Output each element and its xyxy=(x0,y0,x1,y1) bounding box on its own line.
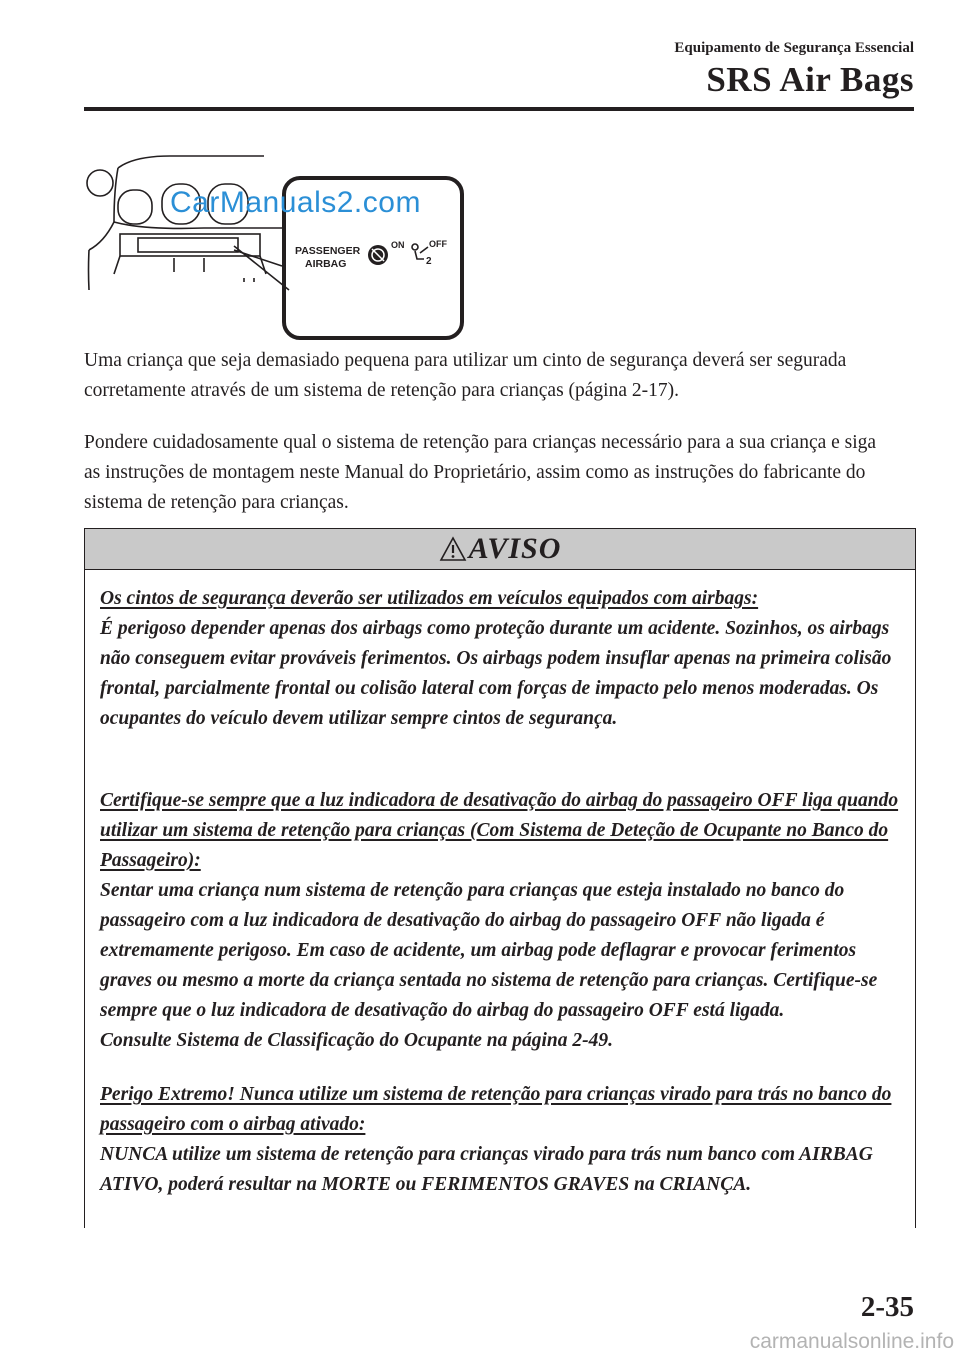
airbag-indicator-illustration xyxy=(84,150,474,350)
warning-item xyxy=(100,786,901,1056)
header-rule xyxy=(84,107,914,111)
watermark-text: CarManuals2.com xyxy=(170,186,421,219)
warning-heading: Perigo Extremo! Nunca utilize um sistema de retenção para crianças virado para trás no banco do passageiro com o airbag ativado: xyxy=(100,1084,892,1135)
page-title: SRS Air Bags xyxy=(706,60,914,99)
warning-heading: Certifique-se sempre que a luz indicadora de desativação do airbag do passageiro OFF liga quando utilizar um sistema de retenção para crianças (Com Sistema de Deteção de Ocupante no Banco do Passageiro): xyxy=(100,790,899,871)
footer-watermark: carmanualsonline.info xyxy=(749,1330,954,1353)
warning-item xyxy=(100,1080,901,1200)
warning-item xyxy=(100,584,901,734)
instruction-paragraph: Pondere cuidadosamente qual o sistema de retenção para crianças necessário para a sua criança e siga as instruções de montagem neste Manual do Proprietário, assim como as instruções do fabricante do sistema de retenção para crianças. xyxy=(84,432,877,513)
page-number: 2-35 xyxy=(860,1291,914,1323)
warning-box xyxy=(84,528,916,1228)
warning-heading: Os cintos de segurança deverão ser utilizados em veículos equipados com airbags: xyxy=(100,588,759,609)
airbag-off-icon xyxy=(368,245,388,265)
dashboard-drawing xyxy=(87,156,462,338)
warning-header xyxy=(85,528,915,570)
intro-paragraph: Uma criança que seja demasiado pequena para utilizar um cinto de segurança deverá ser segurada corretamente através de um sistema de retenção para crianças (página 2-17). xyxy=(84,350,847,401)
warning-triangle-icon xyxy=(439,536,467,562)
section-header: Equipamento de Segurança Essencial xyxy=(674,40,914,56)
warning-text: Sentar uma criança num sistema de retenção para crianças que esteja instalado no banco do passageiro com a luz indicadora de desativação do airbag do passageiro OFF não ligada é extremamente perigoso. Em caso de acidente, um airbag pode deflagrar e provocar ferimentos graves ou mesmo a morte da criança sentada no sistema de retenção para crianças. Certifique-se sempre que o luz indicadora de desativação do airbag do passageiro OFF está ligada. xyxy=(100,880,878,1021)
warning-reference: Consulte Sistema de Classificação do Ocupante na página 2-49. xyxy=(100,1030,613,1051)
on-label: ON xyxy=(391,240,405,250)
off-label: OFF xyxy=(429,239,447,249)
seat-number-label: 2 xyxy=(426,256,432,267)
warning-text: É perigoso depender apenas dos airbags como proteção durante um acidente. Sozinhos, os airbags não conseguem evitar prováveis ferimentos. Os airbags podem insuflar apenas na primeira colisão frontal, parcialmente frontal ou colisão lateral com forças de impacto pelo menos moderadas. Os ocupantes do veículo devem utilizar sempre cintos de segurança. xyxy=(100,618,892,729)
warning-title: AVISO xyxy=(468,532,562,565)
passenger-label: PASSENGER xyxy=(295,245,361,257)
airbag-label: AIRBAG xyxy=(305,258,347,270)
warning-text: NUNCA utilize um sistema de retenção para crianças virado para trás num banco com AIRBAG ATIVO, poderá resultar na MORTE ou FERIMENTOS GRAVES na CRIANÇA. xyxy=(100,1144,873,1195)
